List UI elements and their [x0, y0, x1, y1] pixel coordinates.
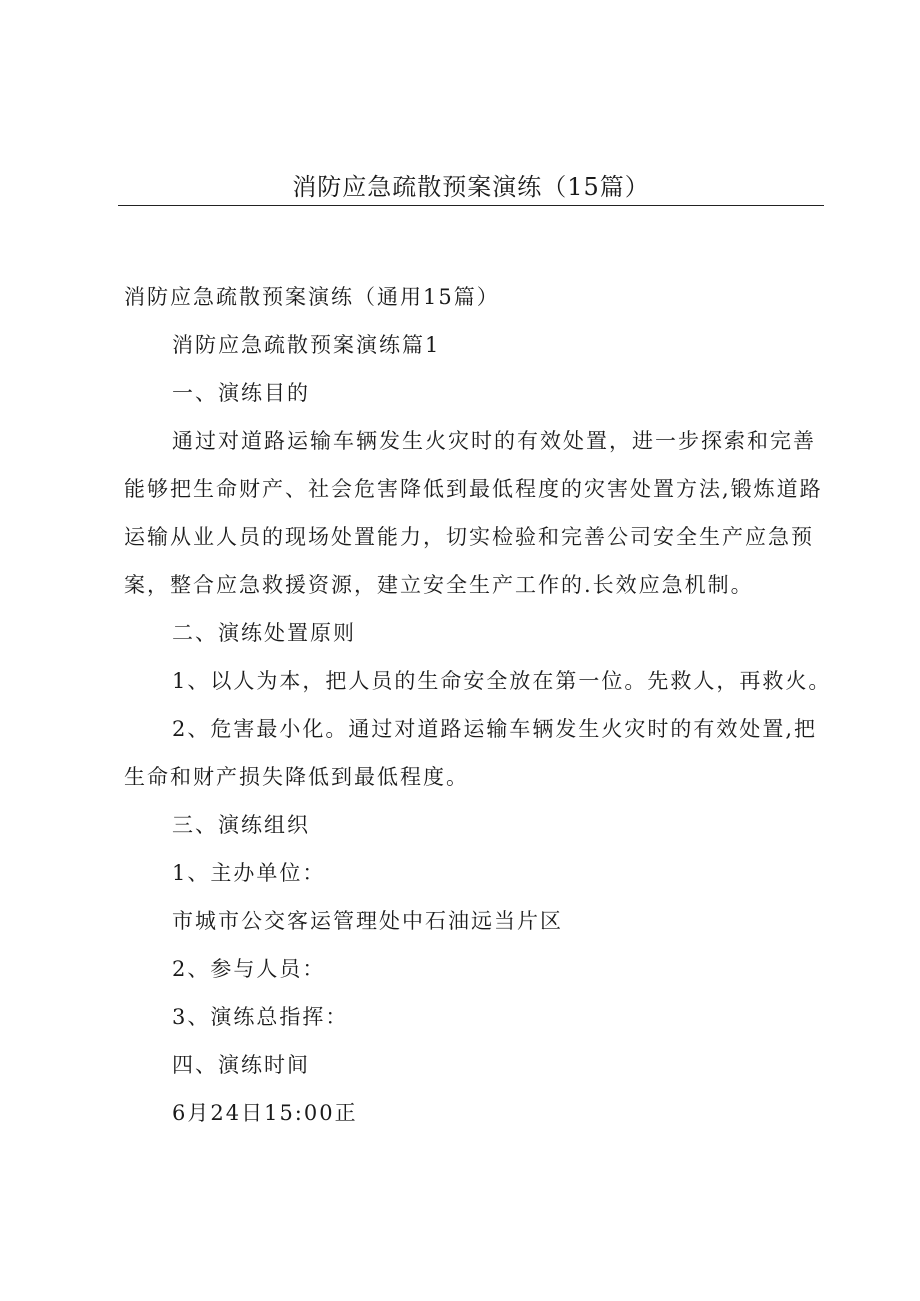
heading-principles: 二、演练处置原则 [172, 621, 356, 645]
heading-time: 四、演练时间 [172, 1053, 310, 1077]
org-participants: 2、参与人员： [172, 957, 326, 981]
header-divider [118, 205, 824, 206]
principle-1: 1、以人为本，把人员的生命安全放在第一位。先救人，再救火。 [172, 669, 832, 693]
heading-organization: 三、演练组织 [172, 813, 310, 837]
document-body [124, 273, 830, 1137]
org-host-value: 市城市公交客运管理处中石油远当片区 [172, 909, 563, 933]
purpose-line-3: 运输从业人员的现场处置能力，切实检验和完善公司安全生产应急预 [124, 525, 814, 549]
org-commander: 3、演练总指挥： [172, 1005, 349, 1029]
purpose-line-1: 通过对道路运输车辆发生火灾时的有效处置，进一步探索和完善 [172, 429, 816, 453]
heading-purpose: 一、演练目的 [172, 381, 310, 405]
page-header-title: 消防应急疏散预案演练（15篇） [292, 173, 650, 201]
principle-2-line-1: 2、危害最小化。通过对道路运输车辆发生火灾时的有效处置,把 [172, 717, 818, 741]
purpose-line-2: 能够把生命财产、社会危害降低到最低程度的灾害处置方法,锻炼道路 [124, 477, 823, 501]
section-title: 消防应急疏散预案演练篇1 [172, 333, 441, 357]
org-host-label: 1、主办单位： [172, 861, 326, 885]
time-value: 6月24日15:00正 [172, 1101, 358, 1125]
document-title: 消防应急疏散预案演练（通用15篇） [124, 285, 500, 309]
purpose-line-4: 案，整合应急救援资源，建立安全生产工作的.长效应急机制。 [124, 573, 754, 597]
principle-2-line-2: 生命和财产损失降低到最低程度。 [124, 765, 469, 789]
